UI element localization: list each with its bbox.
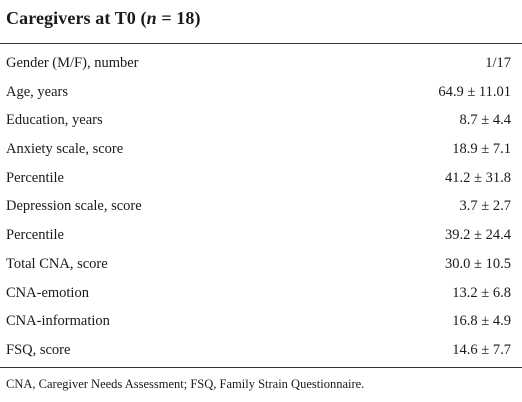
table-row xyxy=(0,221,522,250)
table-row xyxy=(0,192,522,221)
table-row xyxy=(0,106,522,135)
row-label: Age, years xyxy=(6,83,69,100)
table-row xyxy=(0,164,522,193)
table-row xyxy=(0,78,522,107)
row-label: Percentile xyxy=(6,227,64,244)
table-title xyxy=(6,8,201,29)
table-row xyxy=(0,250,522,279)
row-value: 64.9 ± 11.01 xyxy=(438,83,511,100)
table-row xyxy=(0,336,522,365)
table-bottom-rule xyxy=(0,367,522,368)
title-suffix: = 18) xyxy=(156,8,201,28)
title-prefix: Caregivers at T0 ( xyxy=(6,8,147,28)
row-value: 18.9 ± 7.1 xyxy=(452,141,511,158)
row-value: 3.7 ± 2.7 xyxy=(459,198,511,215)
row-value: 16.8 ± 4.9 xyxy=(452,313,511,330)
row-value: 41.2 ± 31.8 xyxy=(445,169,511,186)
table-footnote: CNA, Caregiver Needs Assessment; FSQ, Family Strain Questionnaire. xyxy=(6,377,365,391)
row-label: FSQ, score xyxy=(6,341,71,358)
row-value: 39.2 ± 24.4 xyxy=(445,227,511,244)
row-label: Total CNA, score xyxy=(6,255,108,272)
row-label: Percentile xyxy=(6,169,64,186)
title-n: n xyxy=(146,8,157,28)
row-value: 13.2 ± 6.8 xyxy=(452,284,511,301)
table-row xyxy=(0,307,522,336)
row-label: CNA-information xyxy=(6,313,110,330)
row-label: Anxiety scale, score xyxy=(6,141,124,158)
row-label: Gender (M/F), number xyxy=(6,55,139,71)
row-value: 30.0 ± 10.5 xyxy=(445,255,511,272)
table-body xyxy=(0,49,522,365)
table-row xyxy=(0,135,522,164)
row-value: 1/17 xyxy=(485,55,511,71)
row-label: CNA-emotion xyxy=(6,284,89,301)
table-top-rule xyxy=(0,43,522,44)
row-value: 8.7 ± 4.4 xyxy=(459,112,511,129)
row-value: 14.6 ± 7.7 xyxy=(452,341,511,358)
row-label: Education, years xyxy=(6,112,103,129)
row-label: Depression scale, score xyxy=(6,198,142,215)
table-row xyxy=(0,49,522,78)
table-row xyxy=(0,279,522,308)
